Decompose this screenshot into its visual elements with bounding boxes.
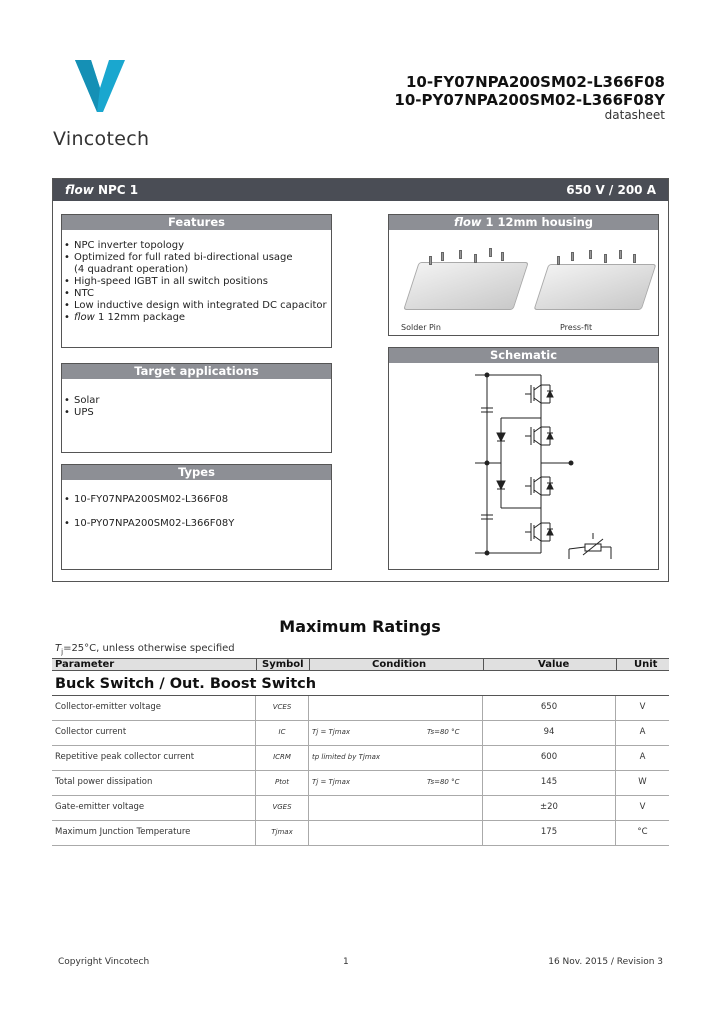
product-title-bar xyxy=(53,179,668,201)
product-overview-box xyxy=(52,178,669,582)
types-panel xyxy=(61,464,332,570)
product-family xyxy=(65,183,138,197)
features-list xyxy=(64,240,331,324)
igbt-t1 xyxy=(525,385,553,403)
feature-item: • Optimized for full rated bi-directional usage xyxy=(64,252,331,264)
igbt-t4 xyxy=(525,523,553,541)
application-item: • Solar xyxy=(64,395,331,407)
row-condition xyxy=(309,746,483,770)
footer-revision: 16 Nov. 2015 / Revision 3 xyxy=(548,957,663,967)
vincotech-logo xyxy=(75,60,125,112)
row-condition xyxy=(309,696,483,720)
part-number-2: 10-PY07NPA200SM02-L366F08Y xyxy=(394,91,665,109)
row-parameter: Collector current xyxy=(52,721,256,745)
footer-copyright: Copyright Vincotech xyxy=(58,957,150,967)
applications-list xyxy=(64,395,331,419)
part-number-1: 10-FY07NPA200SM02-L366F08 xyxy=(406,73,665,91)
row-unit: W xyxy=(638,777,647,787)
feature-item: (4 quadrant operation) xyxy=(74,264,189,275)
housing-panel xyxy=(388,214,659,336)
header-symbol: Symbol xyxy=(262,659,304,670)
row-value: 94 xyxy=(483,721,616,745)
row-unit: V xyxy=(639,802,646,812)
row-symbol: Tjmax xyxy=(256,821,309,845)
tj-subscript: j xyxy=(61,648,64,656)
condition-note-text: =25°C, unless otherwise specified xyxy=(63,643,235,654)
max-ratings-title: Maximum Ratings xyxy=(279,617,441,636)
row-condition xyxy=(309,721,483,745)
type-item: • 10-PY07NPA200SM02-L366F08Y xyxy=(64,518,331,530)
row-condition xyxy=(309,796,483,820)
row-value: 650 xyxy=(483,696,616,720)
flow-word: flow xyxy=(74,312,95,323)
product-rating: 650 V / 200 A xyxy=(566,183,656,197)
row-parameter: Repetitive peak collector current xyxy=(52,746,256,770)
feature-item: • High-speed IGBT in all switch positions xyxy=(64,276,331,288)
solder-pin-module xyxy=(403,262,529,310)
footer-page-number: 1 xyxy=(343,957,349,967)
product-name: NPC 1 xyxy=(97,183,139,197)
feature-item: • Low inductive design with integrated DC capacitor xyxy=(64,300,331,312)
flow-word: flow xyxy=(453,215,482,229)
row-unit: A xyxy=(639,752,646,762)
table-row xyxy=(52,721,669,746)
types-list xyxy=(64,494,331,530)
row-condition xyxy=(309,771,483,795)
row-symbol: ICRM xyxy=(256,746,309,770)
condition-left: tp limited by Tjmax xyxy=(312,753,381,761)
caption-solder-pin: Solder Pin xyxy=(401,323,441,332)
application-item: • UPS xyxy=(64,407,331,419)
row-value: 600 xyxy=(483,746,616,770)
housing-heading xyxy=(389,215,658,230)
row-unit: A xyxy=(639,727,646,737)
row-parameter: Total power dissipation xyxy=(52,771,256,795)
doc-type: datasheet xyxy=(604,108,665,122)
press-fit-module xyxy=(534,264,657,310)
row-unit: °C xyxy=(637,827,648,837)
row-value: 145 xyxy=(483,771,616,795)
tj-symbol: T xyxy=(55,643,62,654)
condition-note xyxy=(55,643,235,656)
feature-item: • NPC inverter topology xyxy=(64,240,331,252)
row-unit: V xyxy=(639,702,646,712)
header-value: Value xyxy=(538,659,570,670)
ntc-thermistor xyxy=(569,533,611,559)
header-parameter: Parameter xyxy=(55,659,115,670)
schematic-diagram xyxy=(389,363,658,569)
row-symbol: Ptot xyxy=(256,771,309,795)
condition-left: Tj = Tjmax xyxy=(312,778,351,786)
feature-item: • NTC xyxy=(64,288,331,300)
header-condition: Condition xyxy=(372,659,427,670)
row-value: 175 xyxy=(483,821,616,845)
condition-right: Ts=80 °C xyxy=(427,778,460,786)
row-parameter: Gate-emitter voltage xyxy=(52,796,256,820)
table-row xyxy=(52,821,669,846)
target-applications-panel xyxy=(61,363,332,453)
row-condition xyxy=(309,821,483,845)
row-parameter: Collector-emitter voltage xyxy=(52,696,256,720)
features-panel xyxy=(61,214,332,348)
igbt-t2 xyxy=(525,427,553,445)
table-row xyxy=(52,771,669,796)
flow-word: flow xyxy=(65,183,94,197)
condition-left: Tj = Tjmax xyxy=(312,728,351,736)
igbt-t3 xyxy=(525,477,553,495)
table-row xyxy=(52,696,669,721)
features-heading: Features xyxy=(62,215,331,230)
housing-photo xyxy=(389,230,658,335)
table-row xyxy=(52,746,669,771)
feature-text: 1 12mm package xyxy=(94,312,186,323)
target-applications-heading: Target applications xyxy=(62,364,331,379)
row-symbol: VCES xyxy=(256,696,309,720)
schematic-panel xyxy=(388,347,659,570)
ratings-table-header xyxy=(52,658,669,671)
schematic-heading: Schematic xyxy=(389,348,658,363)
row-symbol: VGES xyxy=(256,796,309,820)
header-unit: Unit xyxy=(634,659,658,670)
type-item: • 10-FY07NPA200SM02-L366F08 xyxy=(64,494,331,506)
types-heading: Types xyxy=(62,465,331,480)
row-parameter: Maximum Junction Temperature xyxy=(52,821,256,845)
row-value: ±20 xyxy=(483,796,616,820)
brand-name: Vincotech xyxy=(53,128,150,150)
table-row xyxy=(52,796,669,821)
housing-heading-text: 1 12mm housing xyxy=(481,215,594,229)
condition-right: Ts=80 °C xyxy=(427,728,460,736)
caption-press-fit: Press-fit xyxy=(560,323,593,332)
feature-item xyxy=(64,312,331,324)
row-symbol: IC xyxy=(256,721,309,745)
section-buck-switch: Buck Switch / Out. Boost Switch xyxy=(55,676,317,692)
